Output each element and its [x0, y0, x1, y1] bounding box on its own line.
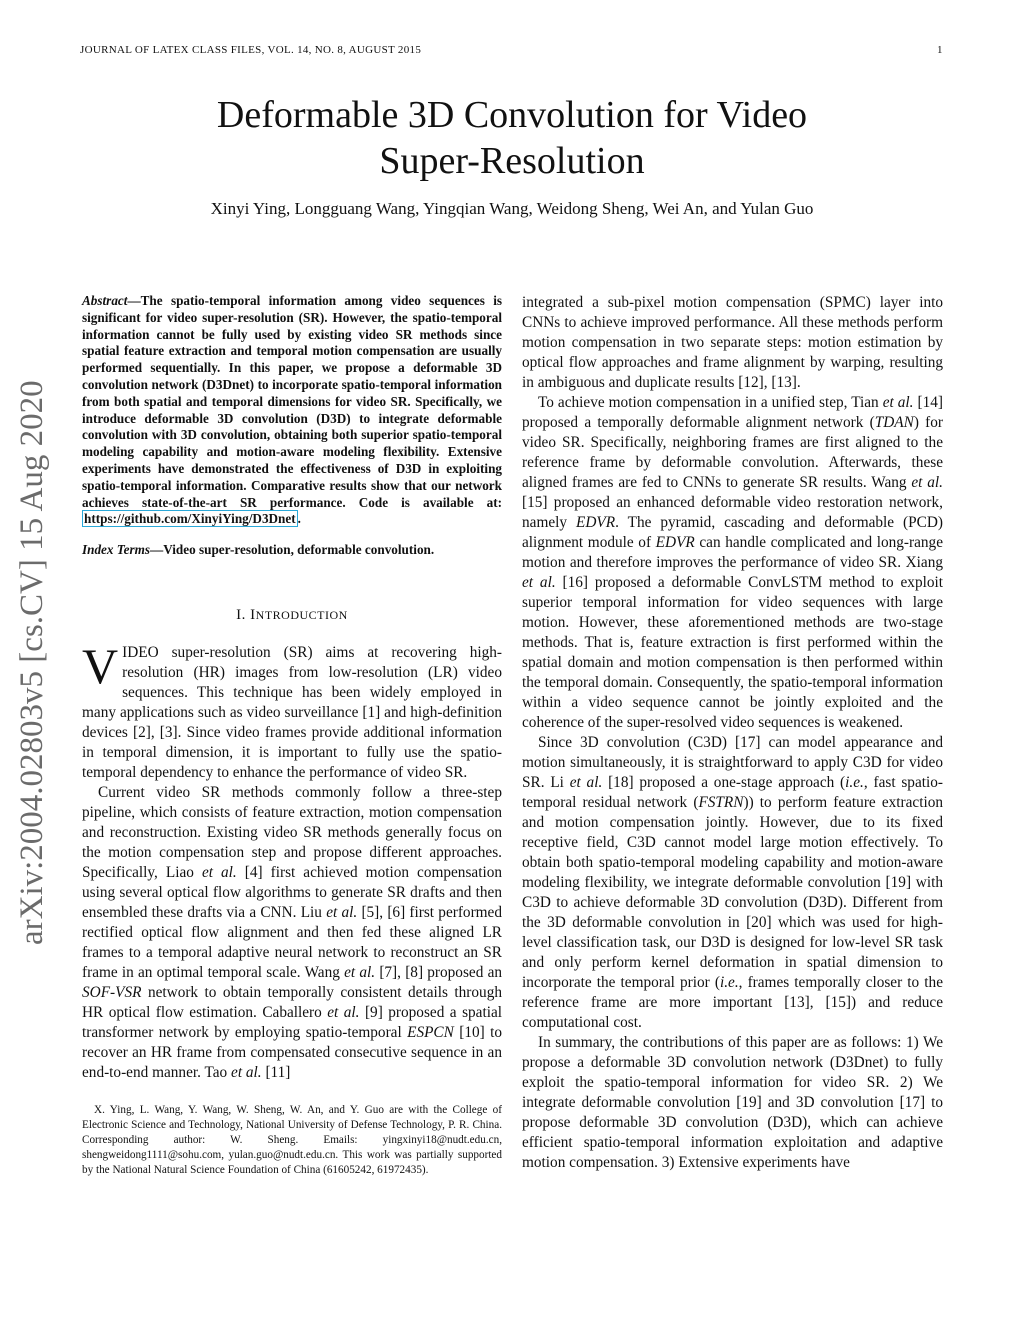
- abstract-end: .: [297, 511, 301, 527]
- text-run: [11]: [261, 1063, 291, 1081]
- text-run: et al.: [344, 963, 376, 981]
- drop-cap: V: [82, 637, 119, 694]
- text-run: network to obtain temporally consistent details through HR optical flow estimation. Caballero: [82, 983, 502, 1021]
- text-run: SOF-VSR: [82, 983, 142, 1001]
- left-column: [82, 293, 502, 1178]
- text-run: , frames temporally closer to the reference frame are more important [13], [15]) and reduce computational cost.: [522, 974, 943, 1031]
- text-run: [10] to recover an HR frame from compensated consecutive sequence in an end-to-end manner. Tao: [82, 1023, 502, 1081]
- index-terms-text: —Video super-resolution, deformable convolution.: [150, 542, 435, 558]
- text-run: To achieve motion compensation in a unified step, Tian: [538, 394, 883, 411]
- text-run: ) for video SR. Specifically, neighboring frames are first aligned to the reference frame by deformable convolution. Afterwards, these aligned frames are fed to CNNs to generate SR results. Wang: [522, 414, 943, 491]
- text-run: EDVR: [655, 534, 695, 551]
- text-run: [16] proposed a deformable ConvLSTM method to exploit superior temporal information for video sequences with large motion. However, these aforementioned methods are two-stage methods. That is, feature extraction is first performed within the spatial domain and motion compensation is then performed within the temporal domain. Consequently, the spatio-temporal information within a video sequence cannot be jointly exploited and the coherence of the super-resolved video sequences is weakened.: [522, 574, 943, 731]
- text-run: Since 3D convolution (C3D) [17] can model appearance and motion simultaneously, it is straightforward to apply C3D for video SR. Li: [522, 734, 943, 791]
- text-run: et al.: [569, 774, 603, 791]
- text-run: et al.: [326, 903, 358, 921]
- abstract-label: Abstract: [82, 293, 128, 308]
- text-run: Current video SR methods commonly follow a three-step pipeline, which consists of feature extraction, motion compensation and reconstruction. Existing video SR methods generally focus on the motion compensation step and propose different approaches. Specifically, Liao: [82, 783, 502, 881]
- text-run: [7], [8] proposed an: [375, 963, 503, 981]
- section-heading: [82, 605, 502, 625]
- text-run: [4] first achieved motion compensation using several optical flow algorithms to generate SR drafts and then ensembled these drafts via a CNN. Liu: [82, 863, 502, 921]
- index-terms: [82, 542, 502, 559]
- text-run: ESPCN: [407, 1023, 454, 1041]
- text-run: et al.: [231, 1063, 262, 1081]
- code-link[interactable]: https://github.com/XinyiYing/D3Dnet: [84, 511, 296, 527]
- text-run: [5], [6] first performed rectified optical flow alignment and then fed these aligned LR frames to a temporal adaptive neural network to reconstruct an SR frame in an optimal temporal scale. Wang: [82, 903, 502, 981]
- text-run: i.e.: [845, 774, 864, 791]
- text-run: EDVR: [576, 514, 616, 531]
- intro-p1-text: IDEO super-resolution (SR) aims at recovering high-resolution (HR) images from low-resolution (LR) video sequences. This technique has been widely employed in many applications such as video surveillance [1] and high-definition devices [2], [3]. Since video frames provide additional information in temporal dimension, it is important to fully use the spatio-temporal dependency to enhance the performance of video SR.: [82, 643, 502, 781]
- text-run: . The pyramid, cascading and deformable (PCD) alignment module of: [522, 514, 943, 551]
- running-head: JOURNAL OF LATEX CLASS FILES, VOL. 14, NO. 8, AUGUST 2015: [80, 44, 422, 56]
- text-run: [18] proposed a one-stage approach (: [602, 774, 846, 791]
- text-run: [14] proposed a temporally deformable alignment network (: [522, 394, 943, 431]
- right-paragraph-4: In summary, the contributions of this paper are as follows: 1) We propose a deformable 3D convolution network (D3Dnet) to fully exploit the spatio-temporal information for video SR. 2) We integrate deformable convolution [19] and 3D convolution [17] to propose deformable 3D convolution (D3D), which can achieve efficient spatio-temporal information exploitation and adaptive motion compensation. 3) Extensive experiments have: [522, 1034, 943, 1171]
- text-run: TDAN: [874, 414, 914, 431]
- right-column: [522, 293, 943, 1173]
- right-paragraph-3: [522, 733, 943, 1033]
- text-run: FSTRN: [698, 794, 744, 811]
- text-run: [15] proposed an enhanced deformable video restoration network, namely: [522, 494, 943, 531]
- text-run: et al.: [522, 574, 556, 591]
- text-run: i.e.: [719, 974, 739, 991]
- text-run: , fast spatio-temporal residual network (: [522, 774, 943, 811]
- right-paragraph-1: integrated a sub-pixel motion compensation (SPMC) layer into CNNs to achieve improved performance. All these methods perform motion compensation in two separate steps: motion estimation by optical flow approaches and frame alignment by warping, resulting in ambiguous and duplicate results [12], [13].: [522, 294, 943, 391]
- intro-paragraph-1: [82, 637, 502, 783]
- paper-title: [0, 92, 1024, 184]
- page-number: 1: [937, 44, 943, 56]
- text-run: et al.: [201, 863, 237, 881]
- section-title-rest: NTRODUCTION: [255, 607, 348, 622]
- text-run: can handle complicated and long-range motion and therefore improves the performance of video SR. Xiang: [522, 534, 943, 571]
- text-run: et al.: [882, 394, 914, 411]
- intro-paragraph-2: [82, 783, 502, 1083]
- author-list: Xinyi Ying, Longguang Wang, Yingqian Wang, Weidong Sheng, Wei An, and Yulan Guo: [210, 199, 814, 218]
- index-terms-label: Index Terms: [82, 542, 151, 558]
- title-line-1: Deformable 3D Convolution for Video: [216, 94, 808, 136]
- section-first-letter: I: [250, 606, 256, 623]
- abstract-text: —The spatio-temporal information among video sequences is significant for video super-resolution (SR). However, the spatio-temporal information cannot be fully used by existing video SR methods since spatial feature extraction and temporal motion compensation are usually performed sequentially. In this paper, we propose a deformable 3D convolution network (D3Dnet) to incorporate spatio-temporal information from both spatial and temporal dimensions for video SR. Specifically, we introduce deformable 3D convolution (D3D) to integrate deformable convolution with 3D convolution, obtaining both superior spatio-temporal modeling capability and motion-aware modeling flexibility. Extensive experiments have demonstrated the effectiveness of D3D in exploiting spatio-temporal information. Comparative results show that our network achieves state-of-the-art SR performance. Code is available at:: [82, 293, 502, 510]
- text-run: )) to perform feature extraction and motion compensation jointly. However, due to its fixed receptive field, C3D cannot model large motion effectively. To obtain both spatio-temporal modeling capability and motion-aware modeling flexibility, we integrate deformable convolution [19] with C3D to achieve deformable 3D convolution (D3D). Different from the 3D deformable convolution in [20] which was used for high-level classification task, our D3D is designed for low-level SR task and only perform kernel deformation in spatial dimension to incorporate the temporal prior (: [522, 794, 944, 991]
- arxiv-stamp: arXiv:2004.02803v5 [cs.CV] 15 Aug 2020: [14, 380, 50, 945]
- text-run: [9] proposed a spatial transformer network by employing spatio-temporal: [82, 1003, 502, 1041]
- title-line-2: Super-Resolution: [379, 140, 645, 182]
- right-paragraph-2: [522, 393, 943, 733]
- section-number: I.: [236, 606, 246, 623]
- text-run: et al.: [327, 1003, 360, 1021]
- abstract: [82, 293, 502, 528]
- author-footnote: X. Ying, L. Wang, Y. Wang, W. Sheng, W. An, and Y. Guo are with the College of Electronic Science and Technology, National University of Defense Technology, P. R. China. Corresponding author: W. Sheng. Emails: yingxinyi18@nudt.edu.cn, shengweidong1111@sohu.com, yulan.guo@nudt.edu.cn. This work was partially supported by the National Natural Science Foundation of China (61605242, 61972435).: [82, 1103, 502, 1176]
- text-run: et al.: [911, 474, 943, 491]
